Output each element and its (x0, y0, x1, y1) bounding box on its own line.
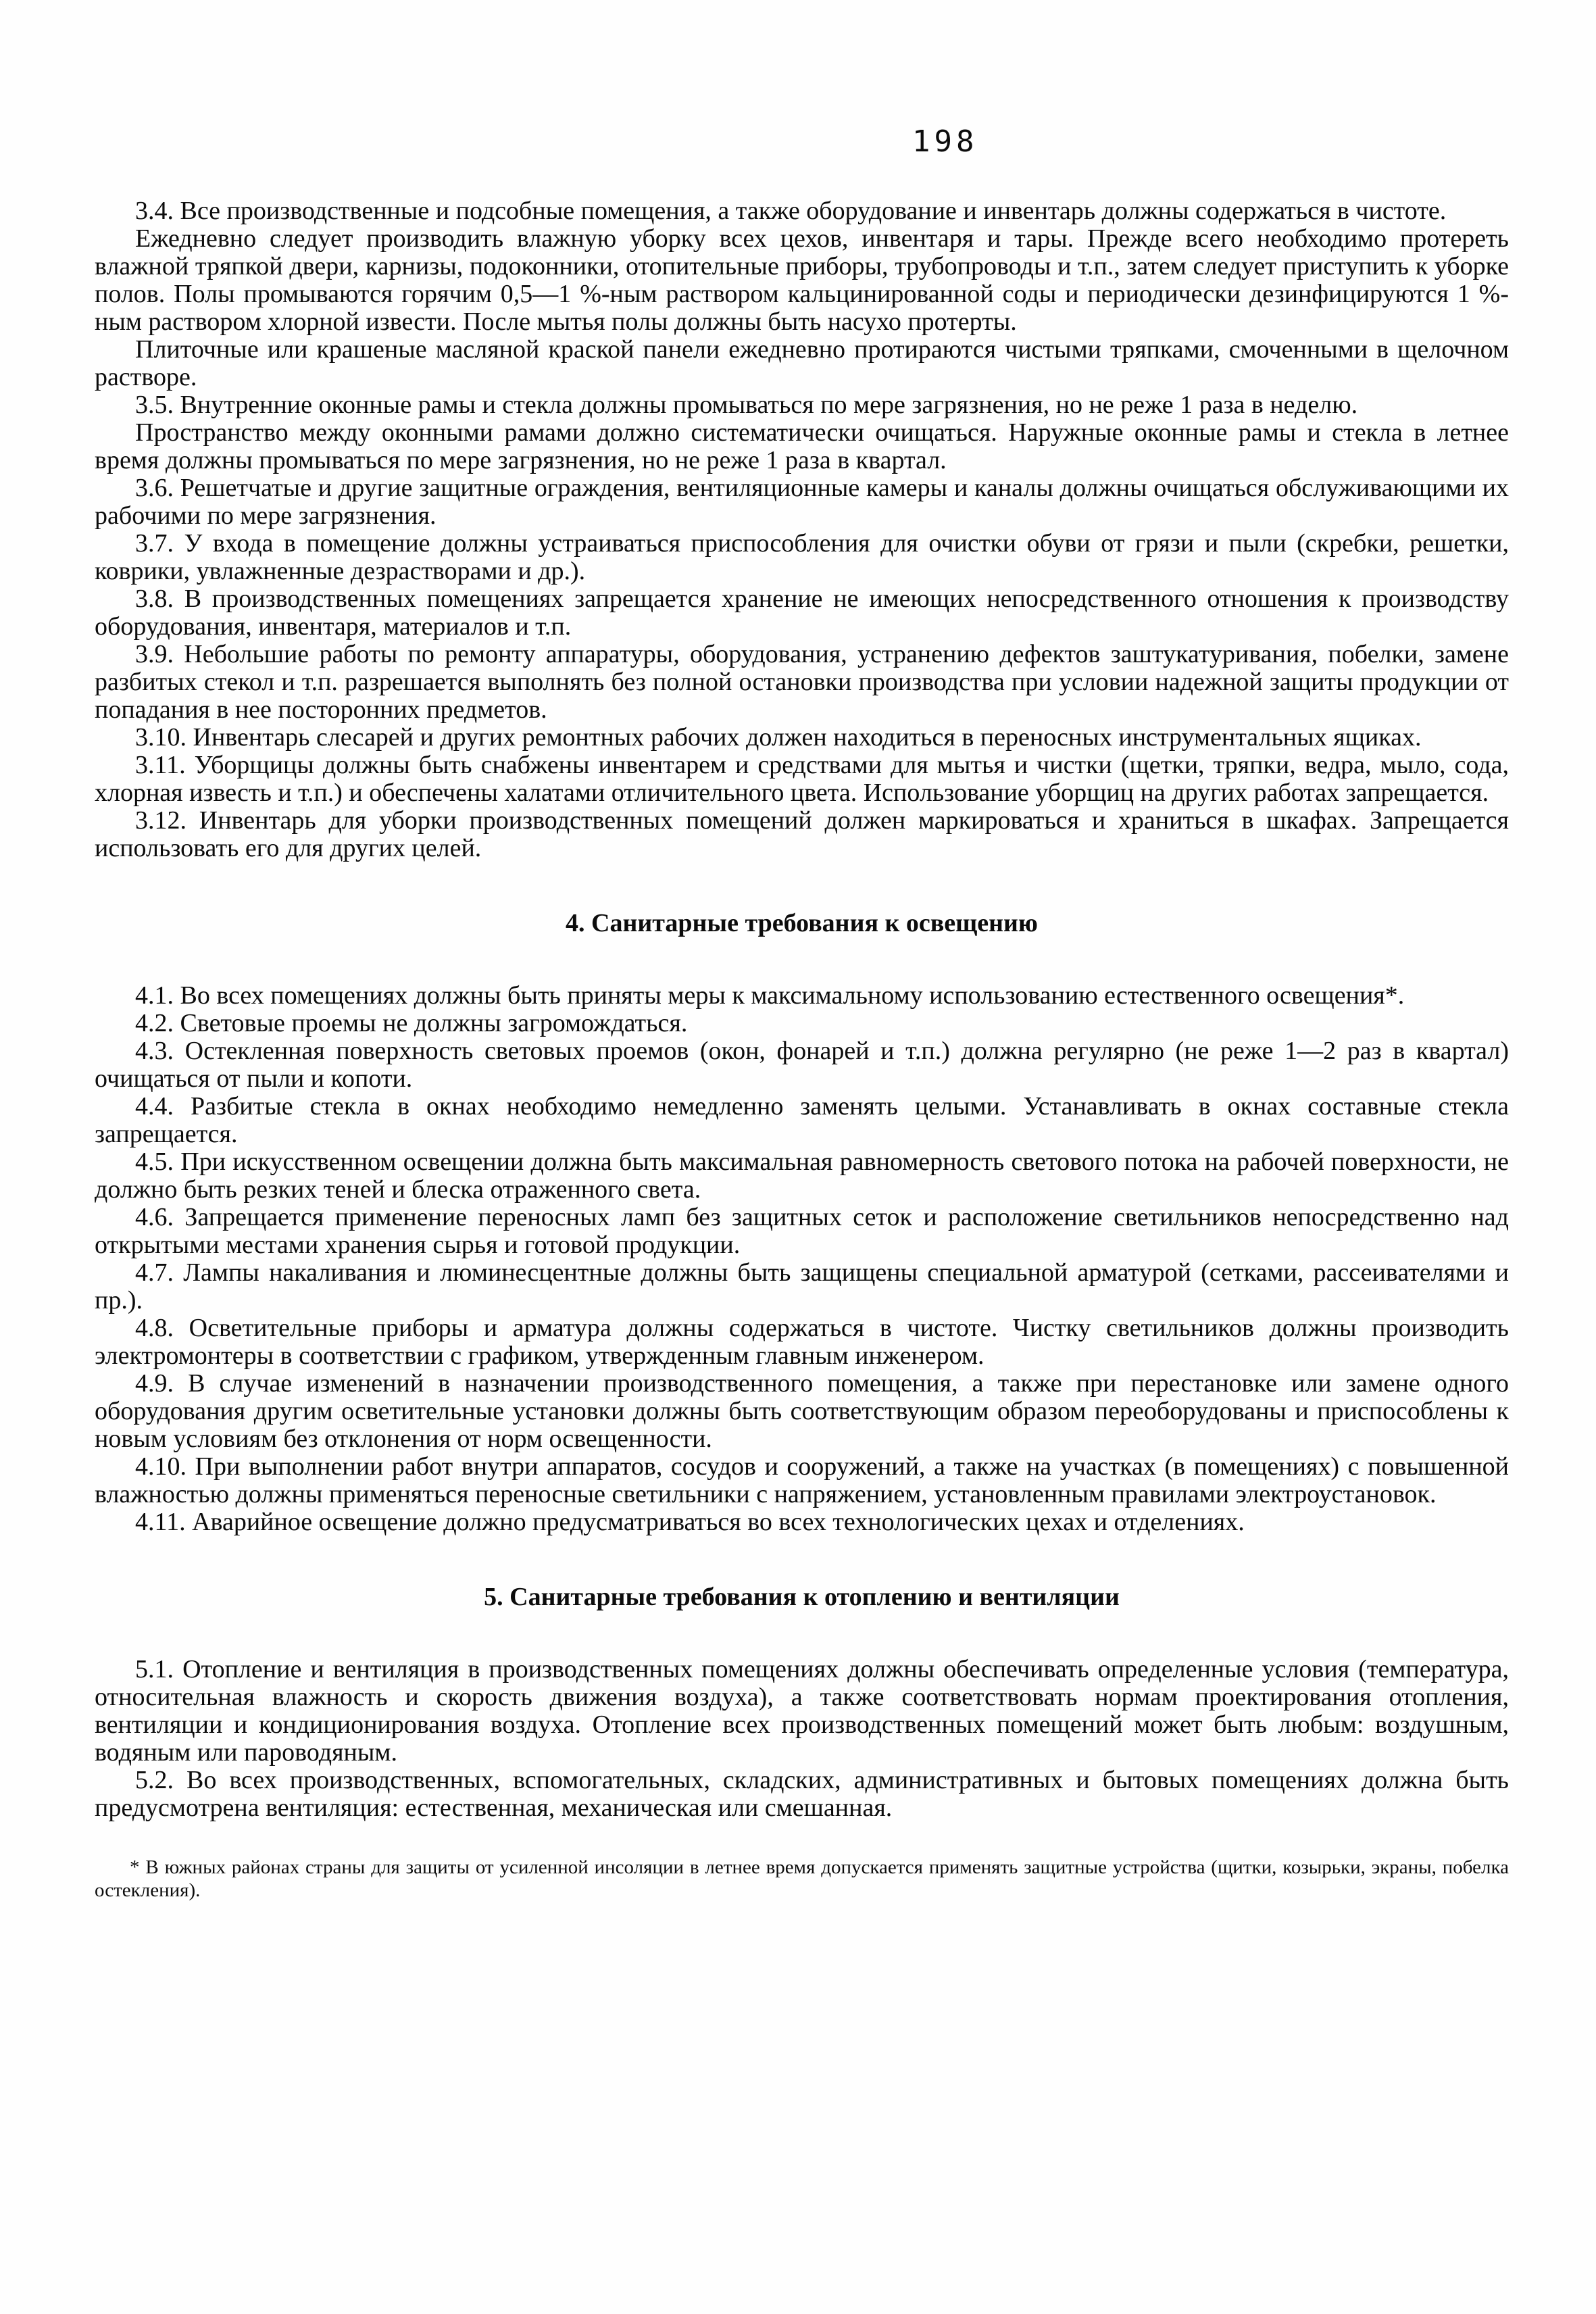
paragraph: 3.10. Инвентарь слесарей и других ремонтных рабочих должен находиться в переносных инструментальных ящиках. (135, 723, 1422, 752)
paragraph: 4.7. Лампы накаливания и люминесцентные должны быть защищены специальной арматурой (сетками, рассеивателями и пр.). (95, 1258, 1509, 1314)
paragraph: 4.10. При выполнении работ внутри аппаратов, сосудов и сооружений, а также на участках (в помещениях) с повышенной влажностью должны применяться переносные светильники с напряжением, установленным правилами электроустановок. (95, 1452, 1509, 1508)
footnote: * В южных районах страны для защиты от усиленной инсоляции в летнее время допускается применять защитные устройства (щитки, козырьки, экраны, побелка остекления). (95, 1856, 1509, 1901)
paragraph: 3.4. Все производственные и подсобные помещения, а также оборудование и инвентарь должны содержаться в чистоте. (135, 197, 1447, 225)
paragraph: 3.9. Небольшие работы по ремонту аппаратуры, оборудования, устранению дефектов заштукатуривания, побелки, замене разбитых стекол и т.п. разрешается выполнять без полной остановки производства при условии надежной защиты продукции от попадания в нее посторонних предметов. (95, 640, 1509, 724)
paragraph: 5.1. Отопление и вентиляция в производственных помещениях должны обеспечивать определенные условия (температура, относительная влажность и скорость движения воздуха), а также соответствовать нормам проектирования отопления, вентиляции и кондиционирования воздуха. Отопление всех производственных помещений может быть любым: воздушным, водяным или пароводяным. (95, 1655, 1509, 1767)
paragraph: 4.8. Осветительные приборы и арматура должны содержаться в чистоте. Чистку светильников должны производить электромонтеры в соответствии с графиком, утвержденным главным инженером. (95, 1314, 1509, 1370)
paragraph: 4.1. Во всех помещениях должны быть приняты меры к максимальному использованию естественного освещения*. (135, 981, 1405, 1010)
paragraph: 3.6. Решетчатые и другие защитные ограждения, вентиляционные камеры и каналы должны очищаться обслуживающими их рабочими по мере загрязнения. (95, 474, 1509, 530)
paragraph: 3.5. Внутренние оконные рамы и стекла должны промываться по мере загрязнения, но не реже 1 раза в неделю. (135, 391, 1358, 419)
paragraph: 3.8. В производственных помещениях запрещается хранение не имеющих непосредственного отношения к производству оборудования, инвентаря, материалов и т.п. (95, 585, 1509, 641)
page-number: 198 (912, 124, 978, 159)
paragraph: 3.11. Уборщицы должны быть снабжены инвентарем и средствами для мытья и чистки (щетки, тряпки, ведра, мыло, сода, хлорная известь и т.п.) и обеспечены халатами отличительного цвета. Использование уборщиц на других работах запрещается. (95, 751, 1509, 807)
paragraph: 4.5. При искусственном освещении должна быть максимальная равномерность светового потока на рабочей поверхности, не должно быть резких теней и блеска отраженного света. (95, 1148, 1509, 1204)
paragraph: 3.7. У входа в помещение должны устраиваться приспособления для очистки обуви от грязи и пыли (скребки, решетки, коврики, увлажненные дезрастворами и др.). (95, 529, 1509, 585)
paragraph: 4.3. Остекленная поверхность световых проемов (окон, фонарей и т.п.) должна регулярно (не реже 1—2 раз в квартал) очищаться от пыли и копоти. (95, 1037, 1509, 1093)
paragraph: 5.2. Во всех производственных, вспомогательных, складских, административных и бытовых помещениях должна быть предусмотрена вентиляция: естественная, механическая или смешанная. (95, 1766, 1509, 1822)
section-heading: 5. Санитарные требования к отоплению и вентиляции (484, 1583, 1120, 1611)
paragraph: 4.4. Разбитые стекла в окнах необходимо немедленно заменять целыми. Устанавливать в окнах составные стекла запрещается. (95, 1092, 1509, 1148)
document-content (95, 197, 1509, 1921)
paragraph: 4.11. Аварийное освещение должно предусматриваться во всех технологических цехах и отделениях. (135, 1508, 1245, 1536)
paragraph: 3.12. Инвентарь для уборки производственных помещений должен маркироваться и храниться в шкафах. Запрещается использовать его для других целей. (95, 806, 1509, 862)
paragraph: Ежедневно следует производить влажную уборку всех цехов, инвентаря и тары. Прежде всего необходимо протереть влажной тряпкой двери, карнизы, подоконники, отопительные приборы, трубопроводы и т.п., затем следует приступить к уборке полов. Полы промываются горячим 0,5—1 %-ным раствором кальцинированной соды и периодически дезинфицируются 1 %-ным раствором хлорной извести. После мытья полы должны быть насухо протерты. (95, 224, 1509, 336)
paragraph: Пространство между оконными рамами должно систематически очищаться. Наружные оконные рамы и стекла в летнее время должны промываться по мере загрязнения, но не реже 1 раза в квартал. (95, 418, 1509, 474)
paragraph: 4.6. Запрещается применение переносных ламп без защитных сеток и расположение светильников непосредственно над открытыми местами хранения сырья и готовой продукции. (95, 1203, 1509, 1259)
paragraph: 4.2. Световые проемы не должны загромождаться. (135, 1009, 688, 1037)
paragraph: Плиточные или крашеные масляной краской панели ежедневно протираются чистыми тряпками, смоченными в щелочном растворе. (95, 335, 1509, 391)
paragraph: 4.9. В случае изменений в назначении производственного помещения, а также при перестановке или замене одного оборудования другим осветительные установки должны быть соответствующим образом переоборудованы и приспособлены к новым условиям без отклонения от норм освещенности. (95, 1369, 1509, 1453)
section-heading: 4. Санитарные требования к освещению (566, 909, 1038, 937)
